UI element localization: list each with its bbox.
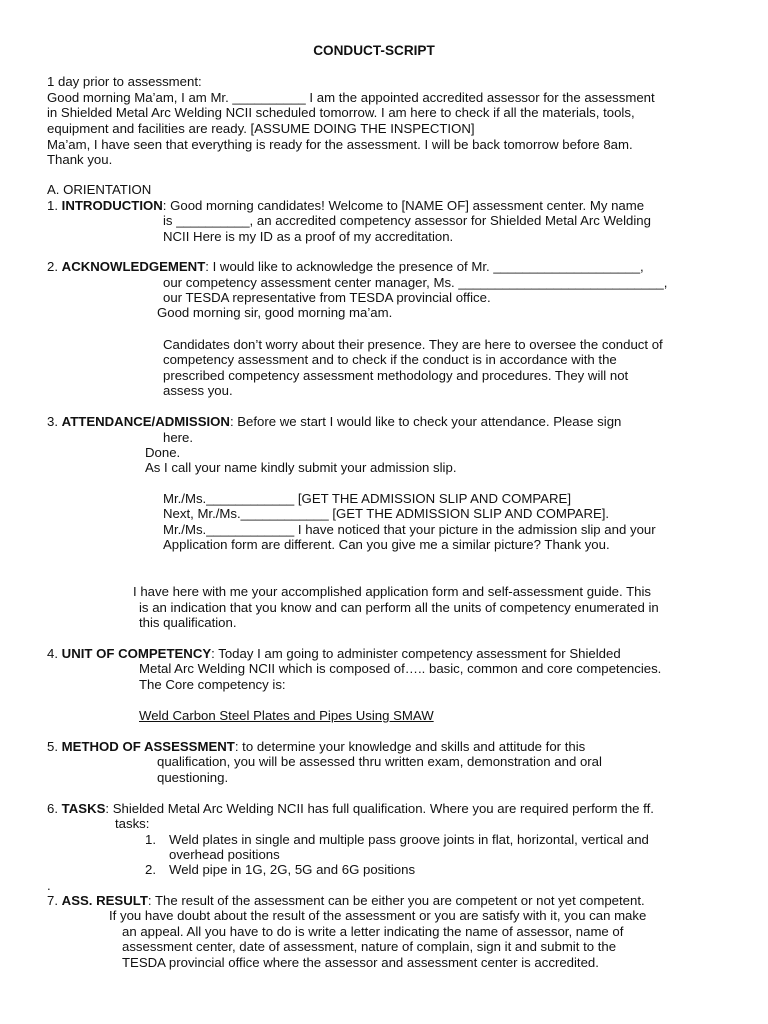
item-assessment-result xyxy=(47,893,645,909)
item-label: UNIT OF COMPETENCY xyxy=(61,646,212,661)
task-number: 1. xyxy=(145,832,156,847)
prior-line: Thank you. xyxy=(47,152,113,167)
task-text: overhead positions xyxy=(169,847,280,862)
item-text: prescribed competency assessment methodology and procedures. They will not xyxy=(163,368,629,383)
item-number: 5. xyxy=(47,739,62,754)
item-text: is __________, an accredited competency assessor for Shielded Metal Arc Welding xyxy=(163,213,651,228)
item-text: here. xyxy=(163,430,194,445)
item-label: INTRODUCTION xyxy=(61,198,163,213)
task-text: Weld pipe in 1G, 2G, 5G and 6G positions xyxy=(169,862,416,877)
item-text: Done. xyxy=(145,445,181,460)
stray-dot: . xyxy=(47,878,51,893)
item-number: 4. xyxy=(47,646,62,661)
item-text: If you have doubt about the result of the assessment or you are satisfy with it, you can make xyxy=(109,908,647,923)
item-method-of-assessment xyxy=(47,739,585,755)
item-introduction xyxy=(47,198,644,214)
item-text: I have here with me your accomplished application form and self-assessment guide. This xyxy=(133,584,651,599)
item-tasks xyxy=(47,801,654,817)
item-text: Mr./Ms.____________ [GET THE ADMISSION SLIP AND COMPARE] xyxy=(163,491,571,506)
item-label: METHOD OF ASSESSMENT xyxy=(61,739,235,754)
document-title: CONDUCT-SCRIPT xyxy=(313,43,435,58)
item-text: Application form are different. Can you give me a similar picture? Thank you. xyxy=(163,537,610,552)
task-number: 2. xyxy=(145,862,156,877)
item-text: competency assessment and to check if the conduct is in accordance with the xyxy=(163,352,617,367)
item-text: : Shielded Metal Arc Welding NCII has full qualification. Where you are required perform the ff. xyxy=(105,801,654,816)
item-number: 7. xyxy=(47,893,62,908)
item-text: this qualification. xyxy=(139,615,237,630)
prior-line: in Shielded Metal Arc Welding NCII scheduled tomorrow. I am here to check if all the materials, tools, xyxy=(47,105,635,120)
item-text: qualification, you will be assessed thru written exam, demonstration and oral xyxy=(157,754,602,769)
item-text: TESDA provincial office where the assessor and assessment center is accredited. xyxy=(122,955,599,970)
item-text: Mr./Ms.____________ I have noticed that your picture in the admission slip and your xyxy=(163,522,656,537)
item-number: 2. xyxy=(47,259,62,274)
section-heading: A. ORIENTATION xyxy=(47,182,152,197)
item-label: TASKS xyxy=(61,801,106,816)
item-number: 3. xyxy=(47,414,62,429)
item-text: assess you. xyxy=(163,383,233,398)
item-text: : Good morning candidates! Welcome to [NAME OF] assessment center. My name xyxy=(162,198,645,213)
item-text: Metal Arc Welding NCII which is composed of….. basic, common and core competencies. xyxy=(139,661,662,676)
core-competency: Weld Carbon Steel Plates and Pipes Using SMAW xyxy=(139,708,434,723)
prior-line: Ma’am, I have seen that everything is ready for the assessment. I will be back tomorrow before 8am. xyxy=(47,137,633,152)
item-text: Good morning sir, good morning ma’am. xyxy=(157,305,393,320)
item-text: our competency assessment center manager, Ms. ____________________________, xyxy=(163,275,668,290)
item-text: assessment center, date of assessment, nature of complain, sign it and submit to the xyxy=(122,939,617,954)
prior-line: Good morning Ma’am, I am Mr. __________ I am the appointed accredited assessor for the assessment xyxy=(47,90,655,105)
item-text: The Core competency is: xyxy=(139,677,286,692)
task-text: Weld plates in single and multiple pass groove joints in flat, horizontal, vertical and xyxy=(169,832,649,847)
item-text: an appeal. All you have to do is write a letter indicating the name of assessor, name of xyxy=(122,924,624,939)
item-text: : Before we start I would like to check your attendance. Please sign xyxy=(229,414,622,429)
item-unit-of-competency xyxy=(47,646,621,662)
item-label: ASS. RESULT xyxy=(61,893,148,908)
item-text: Next, Mr./Ms.____________ [GET THE ADMISSION SLIP AND COMPARE]. xyxy=(163,506,610,521)
item-text: As I call your name kindly submit your admission slip. xyxy=(145,460,457,475)
item-text: questioning. xyxy=(157,770,229,785)
item-text: is an indication that you know and can perform all the units of competency enumerated in xyxy=(139,600,659,615)
item-label: ATTENDANCE/ADMISSION xyxy=(61,414,230,429)
item-text: our TESDA representative from TESDA provincial office. xyxy=(163,290,491,305)
item-acknowledgement xyxy=(47,259,644,275)
item-text: NCII Here is my ID as a proof of my accreditation. xyxy=(163,229,454,244)
item-text: tasks: xyxy=(115,816,150,831)
item-attendance xyxy=(47,414,621,430)
item-text: : I would like to acknowledge the presence of Mr. ____________________, xyxy=(205,259,644,274)
item-text: : The result of the assessment can be either you are competent or not yet competent. xyxy=(147,893,645,908)
item-number: 1. xyxy=(47,198,62,213)
item-label: ACKNOWLEDGEMENT xyxy=(61,259,206,274)
item-text: : to determine your knowledge and skills and attitude for this xyxy=(234,739,586,754)
item-text: : Today I am going to administer competency assessment for Shielded xyxy=(211,646,621,661)
item-number: 6. xyxy=(47,801,62,816)
prior-heading: 1 day prior to assessment: xyxy=(47,74,202,89)
prior-line: equipment and facilities are ready. [ASSUME DOING THE INSPECTION] xyxy=(47,121,475,136)
item-text: Candidates don’t worry about their presence. They are here to oversee the conduct of xyxy=(163,337,663,352)
